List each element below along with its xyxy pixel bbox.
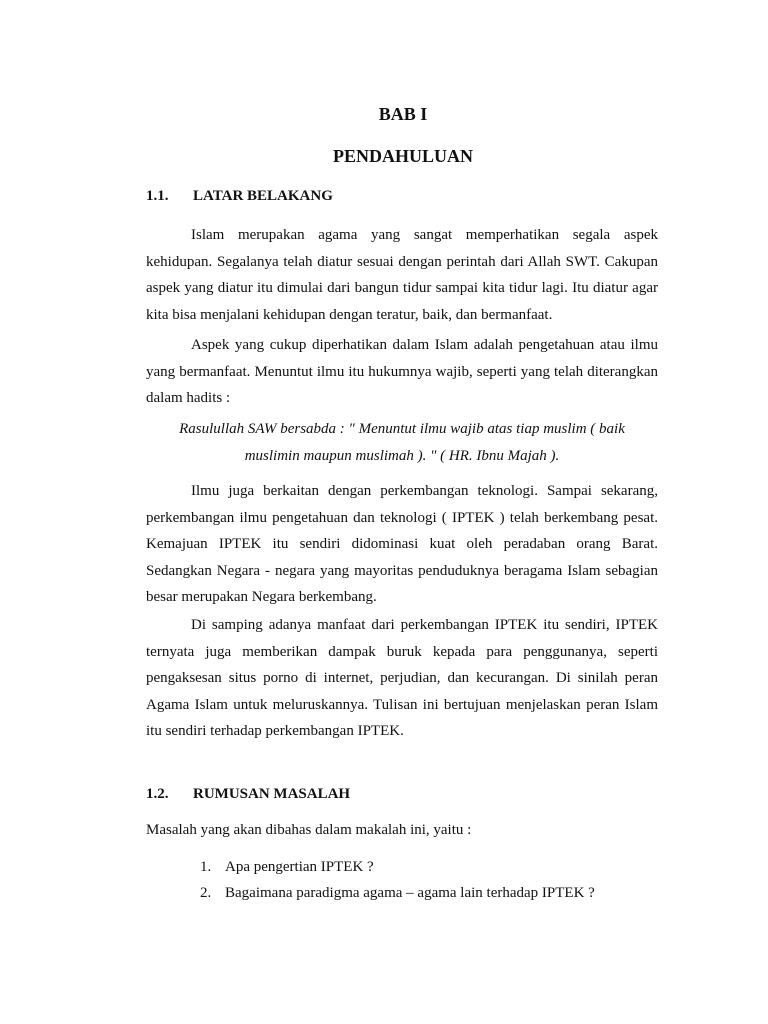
section-title: RUMUSAN MASALAH [193, 786, 351, 802]
quote-line-2: muslimin maupun muslimah ). " ( HR. Ibnu Majah ). [244, 448, 560, 464]
quote-line-1: Rasulullah SAW bersabda : " Menuntut ilmu wajib atas tiap muslim ( baik [179, 421, 625, 437]
section-title: LATAR BELAKANG [193, 188, 333, 204]
list-item [200, 880, 595, 906]
problem-list [200, 854, 595, 906]
paragraph-2: Aspek yang cukup diperhatikan dalam Islam adalah pengetahuan atau ilmu yang bermanfaat. Menuntut ilmu itu hukumnya wajib, seperti yang telah diterangkan dalam hadits : [146, 337, 658, 407]
list-item-text: Bagaimana paradigma agama – agama lain terhadap IPTEK ? [225, 885, 595, 901]
hadith-quote [146, 416, 658, 470]
chapter-title: BAB I [378, 104, 428, 124]
list-item-text: Apa pengertian IPTEK ? [225, 859, 374, 875]
paragraph-1: Islam merupakan agama yang sangat memperhatikan segala aspek kehidupan. Segalanya telah diatur sesuai dengan perintah dari Allah SWT. Cakupan aspek yang diatur itu dimulai dari bangun tidur sampai kita tidur lagi. Itu diatur agar kita bisa menjalani kehidupan dengan teratur, baik, dan bermanfaat. [146, 227, 658, 323]
paragraph-3: Ilmu juga berkaitan dengan perkembangan teknologi. Sampai sekarang, perkembangan ilmu pengetahuan dan teknologi ( IPTEK ) telah berkembang pesat. Kemajuan IPTEK itu sendiri didominasi kuat oleh peradaban orang Barat. Sedangkan Negara - negara yang mayoritas penduduknya beragama Islam sebagian besar merupakan Negara berkembang. [146, 483, 658, 606]
list-item-number: 1. [200, 859, 212, 875]
list-item-number: 2. [200, 885, 212, 901]
chapter-subtitle: PENDAHULUAN [332, 146, 473, 166]
problem-intro: Masalah yang akan dibahas dalam makalah ini, yaitu : [146, 822, 472, 838]
paragraph-4: Di samping adanya manfaat dari perkembangan IPTEK itu sendiri, IPTEK ternyata juga memberikan dampak buruk kepada para penggunanya, seperti pengaksesan situs porno di internet, perjudian, dan kecurangan. Di sinilah peran Agama Islam untuk meluruskannya. Tulisan ini bertujuan menjelaskan peran Islam itu sendiri terhadap perkembangan IPTEK. [146, 617, 658, 740]
section-number: 1.2. [146, 786, 169, 802]
section-number: 1.1. [146, 188, 169, 204]
list-item [200, 854, 595, 880]
section-heading-rumusan-masalah [146, 786, 350, 803]
section-heading-latar-belakang [146, 188, 333, 205]
